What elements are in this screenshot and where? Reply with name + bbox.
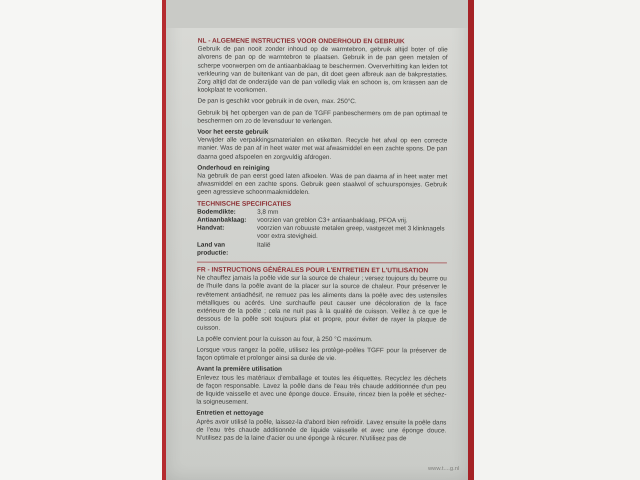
nl-maintenance-text: Na gebruik de pan eerst goed laten afkoelen. Was de pan daarna af in heet water met afwasmiddel en een zachte spons. Gebruik geen staalwol of schuursponsjes. Gebruik geen agressieve schoonmaakmiddelen. — [197, 172, 448, 197]
nl-paragraph-3: Gebruik bij het opbergen van de pan de TGFF panbeschermers om de pan optimaal te beschermen om zo de levensduur te verlengen. — [197, 109, 448, 125]
spec-key: Land van productie: — [196, 241, 229, 257]
nl-specs-table — [197, 208, 447, 258]
spec-key: Handvat: — [197, 224, 225, 232]
spec-value: voorzien van greblon C3+ antiaanbaklaag, PFOA vrij. — [257, 216, 408, 225]
nl-heading: NL - ALGEMENE INSTRUCTIES VOOR ONDERHOUD EN GEBRUIK — [197, 37, 405, 46]
nl-specs-heading: TECHNISCHE SPECIFICATIES — [197, 200, 292, 208]
fr-heading: FR - INSTRUCTIONS GÉNÉRALES POUR L'ENTRETIEN ET L'UTILISATION — [196, 266, 429, 275]
spec-row — [197, 241, 447, 258]
spec-key: Antiaanbaklaag: — [197, 216, 247, 224]
spec-row — [197, 225, 447, 242]
spec-value: Italië — [256, 241, 271, 249]
leaflet-top-strip — [166, 0, 468, 28]
fr-paragraph-2: La poêle convient pour la cuisson au four, à 250 °C maximum. — [196, 335, 373, 343]
nl-paragraph-2: De pan is geschikt voor gebruik in de oven, max. 250°C. — [197, 97, 357, 106]
background-right — [466, 0, 640, 480]
spec-value: 3,8 mm — [257, 208, 279, 216]
nl-first-use-heading: Voor het eerste gebruik — [197, 128, 269, 136]
fr-maintenance-text: Après avoir utilisé la poêle, laissez-la d'abord bien refroidir. Lavez ensuite la poêle dans de l'eau très chaude additionnée de liquide vaisselle et avec une éponge douce. N'utilisez pas de la laine d'acier ou une éponge à récurer. N'utilisez pas de — [196, 418, 447, 443]
fr-paragraph-3: Lorsque vous rangez la poêle, utilisez les protège-poêles TGFF pour la préserver de façon optimale et prolonger ainsi sa durée de vie. — [196, 346, 447, 363]
fr-first-use-heading: Avant la première utilisation — [196, 365, 282, 374]
background-left — [0, 0, 163, 480]
fr-paragraph-1: Ne chauffez jamais la poêle vide sur la source de chaleur ; versez toujours du beurre ou de l'huile dans la poêle avant de la placer sur la source de chaleur. Pour préserver le revêtement antiadhésif, ne remuez pas les aliments dans la poêle avec des ustensiles métalliques ou acérés. Une surchauffe peut causer une décoloration de la face extérieure de la poêle ; cela ne nuit pas à la qualité de cuisson. Veillez à ce que le dessous de la poêle soit toujours plat et propre, pour éviter de rayer la plaque de cuisson. — [196, 274, 447, 332]
section-divider — [197, 262, 447, 264]
fr-first-use-text: Enlevez tous les matériaux d'emballage et toutes les étiquettes. Recyclez les déchets de façon responsable. Lavez la poêle dans de l'eau très chaude additionnée d'un peu de liquide vaisselle et avec une éponge douce. Ensuite, rincez bien la poêle et séchez-la soigneusement. — [196, 374, 447, 406]
watermark-text: www.t....g.nl — [428, 466, 460, 472]
leaflet-text — [196, 38, 447, 447]
nl-maintenance-heading: Onderhoud en reiniging — [197, 164, 270, 172]
fr-maintenance-heading: Entretien et nettoyage — [196, 409, 264, 418]
spec-key: Bodemdikte: — [197, 208, 236, 216]
nl-paragraph-1: Gebruik de pan nooit zonder inhoud op de warmtebron, gebruik altijd boter of olie alvorens de pan op de warmtebron te plaatsen. Gebruik in de pan geen metalen of scherpe voorwerpen om de antiaanbaklaag te beschermen. Oververhitting kan leiden tot verkleuring van de buitenkant van de pan, dit doet geen afbreuk aan de bakprestaties. Zorg altijd dat de onderzijde van de pan volledig vlak en schoon is, om krassen aan de kookplaat te voorkomen. — [197, 45, 448, 95]
packaging-red-edge-right — [468, 0, 474, 480]
nl-first-use-text: Verwijder alle verpakkingsmaterialen en etiketten. Recycle het afval op een correcte manier. Was de pan af in heet water met wat afwasmiddel en een zachte spons. De pan daarna goed afspoelen en zorgvuldig afdrogen. — [197, 136, 448, 161]
spec-value: voorzien van robuuste metalen greep, vastgezet met 3 klinknagels voor extra stevigheid. — [257, 225, 445, 241]
